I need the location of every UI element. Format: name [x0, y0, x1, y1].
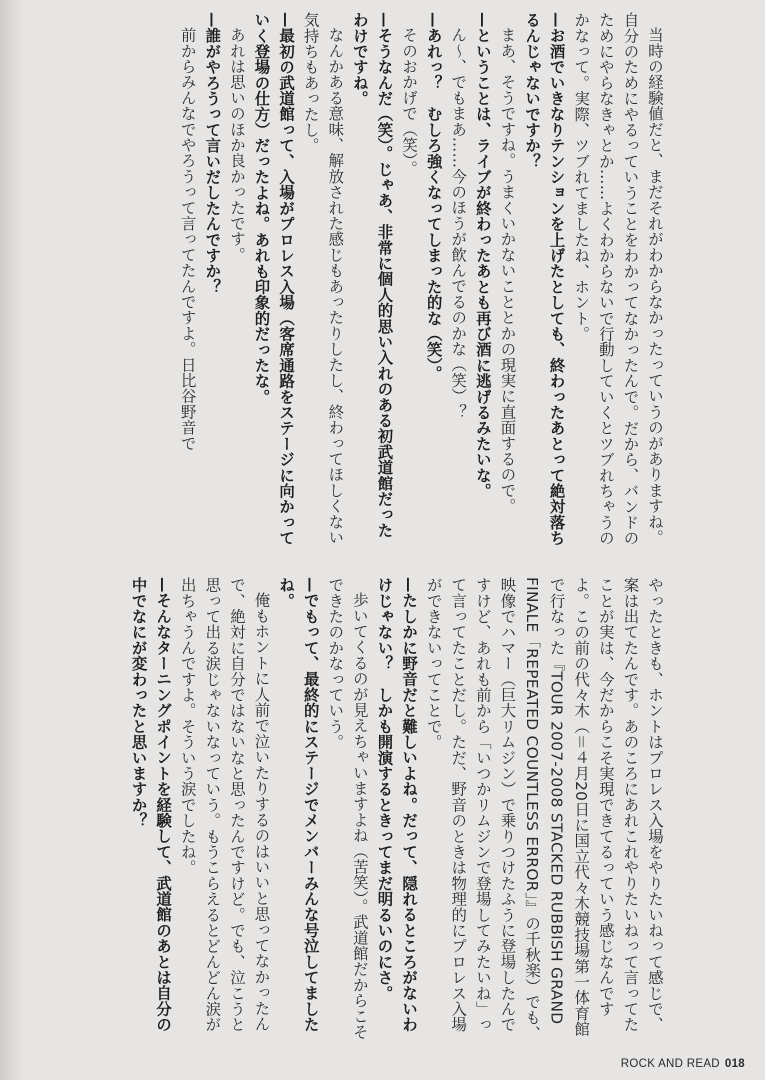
- interview-answer: なんかある意味、解放された感じもあったりしたし、終わってほしくない気持ちもあったし。: [301, 12, 345, 546]
- page-footer: [621, 1058, 745, 1070]
- interviewer-question: —誰がやろうって言いだしたんですか？: [203, 12, 222, 295]
- magazine-name: ROCK AND READ: [620, 1058, 720, 1070]
- interview-answer: 当時の経験値だと、まだそれがわからなかったっていうのがありますね。自分のためにやるっていうことをわかってなかったんで。だから、バンドのためにやらなきゃとか……よくわからないで行動していくとツブれちゃうのかなって。実際、ツブれてましたね、ホント。: [572, 12, 664, 546]
- interview-answer: やったときも、ホントはプロレス入場をやりたいねって感じで、案は出てたんです。あのころにあれこれやりたいねって言ってたことが実は、今だからこそ実現できてるっていう感じなんですよ。この前の代々木（＝４月20日に国立代々木競技場第一体育館で行なった『TOUR 2007-2008 STACKED RUBBISH GRAND FINALE「REPEATED COUNTLESS ERROR」』の千秋楽）でも、映像でハマー（巨大リムジン）で乗りつけたふうに登場したんですけど、あれも前から「いつかリムジンで登場してみたいね」って言ってたことだし。ただ、野音のときは物理的にプロレス入場ができないってことで。: [424, 577, 664, 1042]
- interview-answer: ん〜、でもまあ……今のほうが飲んでるのかな（笑）？: [449, 27, 468, 420]
- page-number: 018: [724, 1058, 745, 1070]
- interviewer-question: —あれっ？ むしろ強くなってしまった的な（笑）。: [424, 12, 443, 382]
- interviewer-question: —でもって、最終的にステージでメンバーみんな号泣してましたね。: [277, 577, 320, 1033]
- page-gutter-shadow: [0, 0, 22, 1080]
- interviewer-question: —たしかに野音だと難しいよね。だって、隠れるところがないわけじゃない？ しかも開演するときってまだ明るいのにさ。: [375, 577, 419, 1033]
- interview-text-upper: [77, 12, 667, 548]
- interview-text-lower: [77, 577, 667, 1045]
- interview-answer: 歩いてくるのが見えちゃいますよね（苦笑）。武道館だからこそできたのかなっていう。: [326, 577, 369, 1040]
- interviewer-question: —そうなんだ（笑）。じゃあ、非常に個人的思い入れのある初武道館だったわけですね。: [350, 12, 394, 539]
- interview-answer: そのおかげで（笑）。: [400, 27, 419, 177]
- interviewer-question: —お酒でいきなりテンションを上げたとしても、終わったあとって絶対落ちるんじゃないですか？: [523, 12, 566, 546]
- interview-answer: 前からみんなでやろうって言ってたんですよ。日比谷野音で: [178, 27, 197, 452]
- interview-answer: あれは思いのほか良かったです。: [227, 27, 246, 263]
- interviewer-question: —最初の武道館って、入場がプロレス入場（客席通路をステージに向かっていく登場の仕方）だったよね。あれも印象的だったな。: [252, 12, 296, 546]
- interview-answer: まあ、そうですね。うまくいかないこととかの現実に直面するので。: [498, 27, 517, 515]
- interviewer-question: —ということは、ライブが終わったあとも再び酒に逃げるみたいな。: [473, 12, 492, 499]
- interview-answer: 俺もホントに人前で泣いたりするのはいいと思ってなかったんで、絶対に自分ではないなと思ったんですけど。でも、泣こうと思って出る涙じゃないなっていう。もうこらえるとどんどん涙が出ちゃうんですよ。そういう涙でしたね。: [178, 577, 271, 1033]
- interviewer-question: —そんなターニングポイントを経験して、武道館のあとは自分の中でなにが変わったと思いますか？: [129, 577, 173, 1033]
